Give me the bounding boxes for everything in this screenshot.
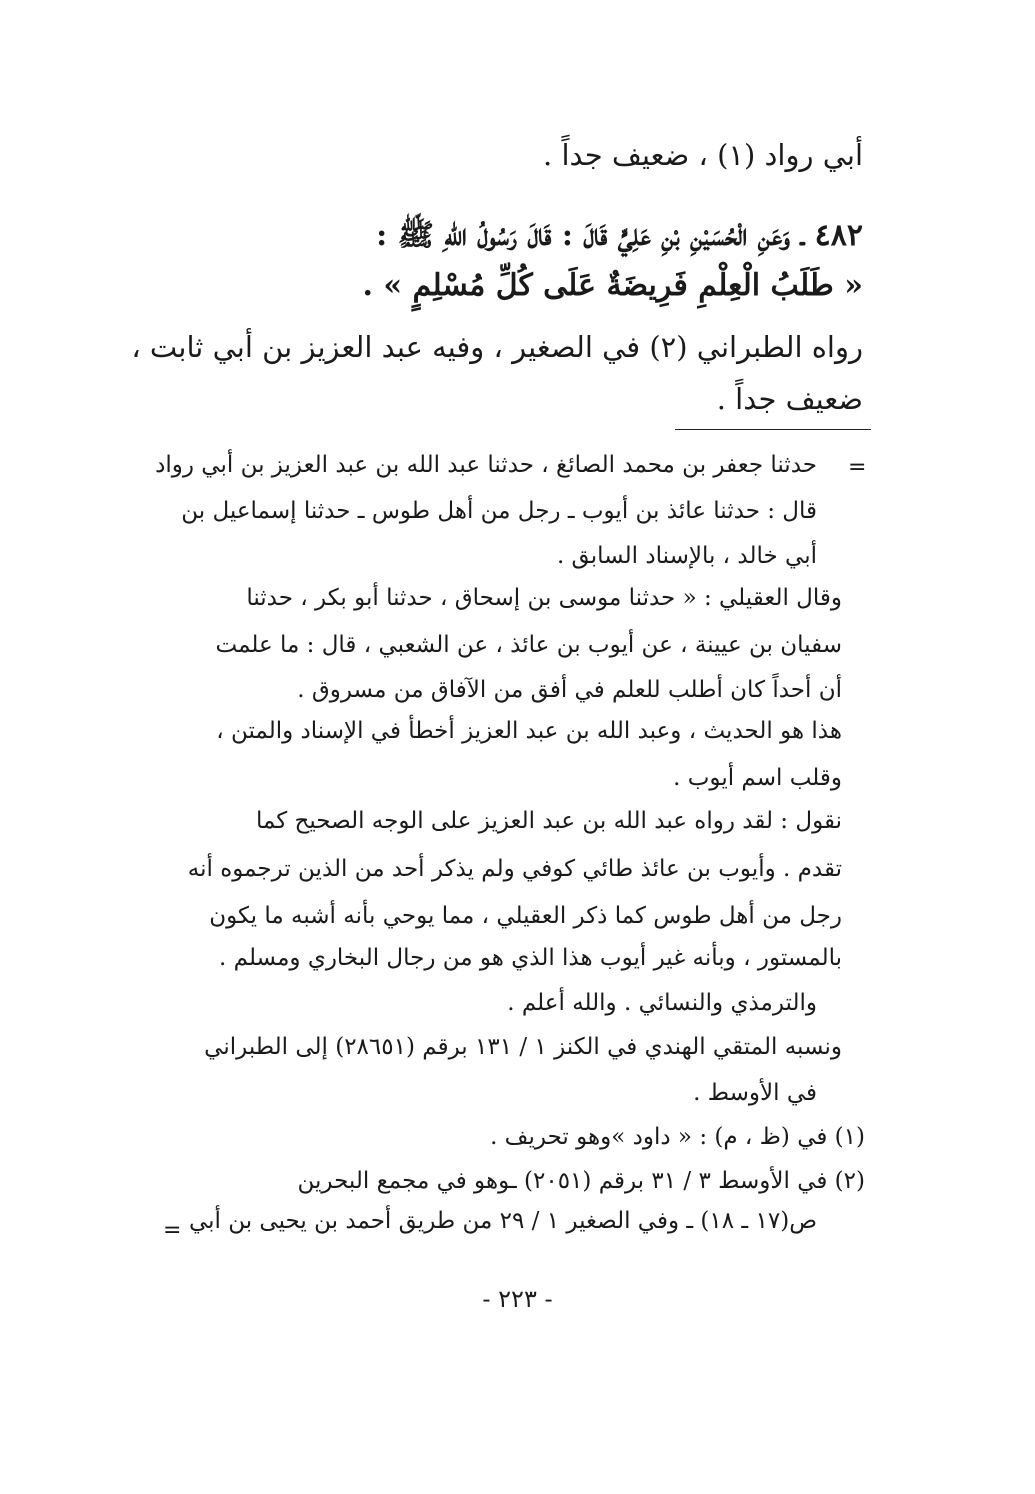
commentary-line: سفيان بن عيينة ، عن أيوب بن عائذ ، عن الشعبي ، قال : ما علمت — [215, 632, 842, 658]
commentary-line: والترمذي والنسائي . والله أعلم . — [507, 990, 817, 1016]
commentary-line: تقدم . وأيوب بن عائذ طائي كوفي ولم يذكر أحد من الذين ترجموه أنه — [187, 856, 842, 882]
continuation-mark: = — [848, 455, 867, 480]
commentary-line: حدثنا جعفر بن محمد الصائغ ، حدثنا عبد الله بن عبد العزيز بن أبي رواد — [155, 452, 817, 478]
footnote-2-continued: ص(١٧ ـ ١٨) ـ وفي الصغير ١ / ٢٩ من طريق أحمد بن يحيى بن أبي — [188, 1208, 817, 1234]
commentary-line: ونسبه المتقي الهندي في الكنز ١ / ١٣١ برقم (٢٨٦٥١) إلى الطبراني — [204, 1034, 842, 1060]
hadith-intro: ٤٨٢ ـ وَعَنِ الْحُسَيْنِ بْنِ عَلِيٍّ قَالَ : قَالَ رَسُولُ اللهِ ﷺ : — [376, 218, 863, 253]
page-number: - ٢٢٣ - — [482, 1285, 553, 1313]
takhrij-line: ضعيف جداً . — [716, 382, 863, 416]
commentary-line: بالمستور ، وبأنه غير أيوب هذا الذي هو من رجال البخاري ومسلم . — [219, 945, 842, 971]
commentary-line: وقلب اسم أيوب . — [673, 765, 842, 791]
commentary-line: قال : حدثنا عائذ بن أيوب ـ رجل من أهل طوس ـ حدثنا إسماعيل بن — [181, 498, 817, 524]
takhrij-line: رواه الطبراني (٢) في الصغير ، وفيه عبد العزيز بن أبي ثابت ، — [131, 330, 863, 364]
commentary-line: هذا هو الحديث ، وعبد الله بن عبد العزيز أخطأ في الإسناد والمتن ، — [216, 718, 842, 744]
main-text-line: أبي رواد (١) ، ضعيف جداً . — [543, 138, 863, 172]
footnote-2: (٢) في الأوسط ٣ / ٣١ برقم (٢٠٥١) ـوهو في مجمع البحرين — [297, 1168, 865, 1194]
footnote-separator — [675, 429, 871, 430]
commentary-line: نقول : لقد رواه عبد الله بن عبد العزيز على الوجه الصحيح كما — [255, 808, 842, 834]
commentary-line: رجل من أهل طوس كما ذكر العقيلي ، مما يوحي بأنه أشبه ما يكون — [209, 903, 842, 929]
commentary-line: أبي خالد ، بالإسناد السابق . — [556, 543, 817, 569]
commentary-line: في الأوسط . — [693, 1080, 817, 1106]
continuation-mark-bottom: = — [163, 1218, 182, 1243]
commentary-line: وقال العقيلي : « حدثنا موسى بن إسحاق ، حدثنا أبو بكر ، حدثنا — [246, 585, 842, 611]
commentary-line: أن أحداً كان أطلب للعلم في أفق من الآفاق من مسروق . — [297, 677, 842, 703]
footnote-1: (١) في (ظ ، م) : « داود »وهو تحريف . — [490, 1124, 865, 1150]
hadith-text: « طَلَبُ الْعِلْمِ فَرِيضَةٌ عَلَى كُلِّ مُسْلِمٍ » . — [362, 268, 863, 303]
